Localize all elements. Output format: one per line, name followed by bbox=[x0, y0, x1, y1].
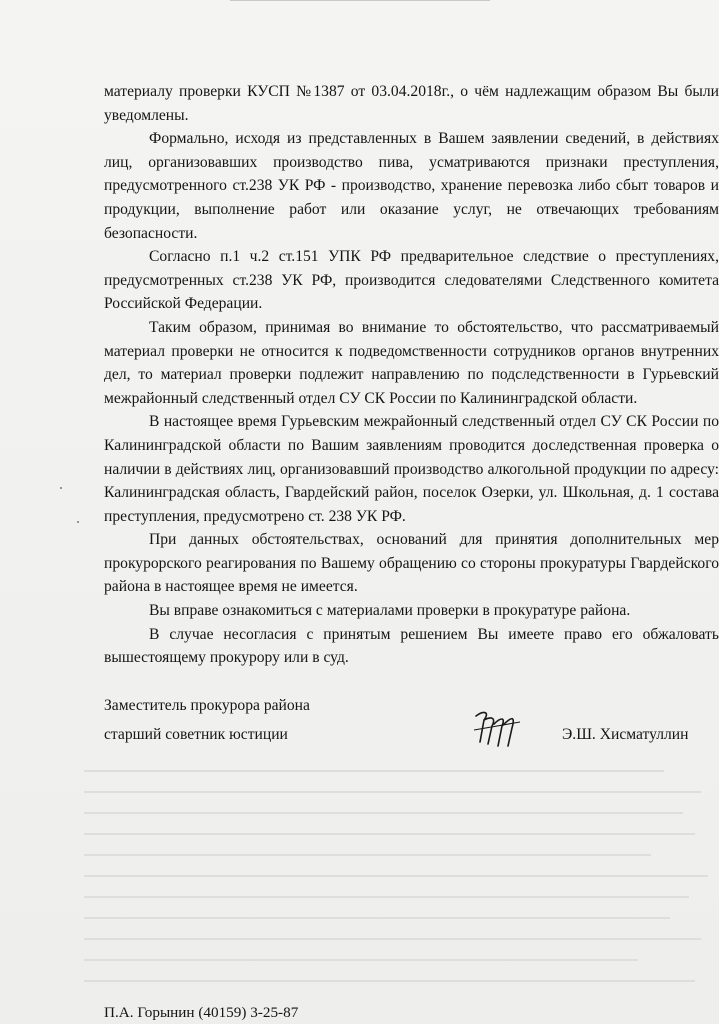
signatory-rank: старший советник юстиции bbox=[104, 726, 288, 743]
paragraph-thus: Таким образом, принимая во внимание то обстоятельство, что рассматриваемый материал проверки не относится к подведомственности сотрудников органов внутренних дел, то материал проверки подлежит направлению по подследственности в Гурьевский межрайонный следственный отдел СУ СК России по Калининградской области. bbox=[104, 318, 719, 407]
signatory-name: Э.Ш. Хисматуллин bbox=[562, 726, 689, 743]
scan-speck bbox=[77, 521, 79, 523]
paragraph-according: Согласно п.1 ч.2 ст.151 УПК РФ предварительное следствие о преступлениях, предусмотренных ст.238 УК РФ, производится следователями Следственного комитета Российской Федерации. bbox=[104, 248, 719, 313]
signatory-position: Заместитель прокурора района bbox=[104, 697, 310, 714]
letter-body bbox=[104, 80, 719, 670]
paragraph-currently: В настоящее время Гурьевским межрайонный следственный отдел СУ СК России по Калининградской области по Вашим заявлениям проводится доследственная проверка о наличии в действиях лиц, организовавший производство алкогольной продукции по адресу: Калининградская область, Гвардейский район, поселок Озерки, ул. Школьная, д. 1 состава преступления, предусмотрено ст. 238 УК РФ. bbox=[104, 413, 719, 525]
paragraph-circumstances: При данных обстоятельствах, оснований для принятия дополнительных мер прокурорского реагирования по Вашему обращению со стороны прокуратуры Гвардейского района в настоящее время не имеется. bbox=[104, 531, 719, 596]
paragraph-formally: Формально, исходя из представленных в Вашем заявлении сведений, в действиях лиц, организовавших производство пива, усматриваются признаки преступления, предусмотренного ст.238 УК РФ - производство, хранение перевозка либо сбыт товаров и продукции, выполнение работ или оказание услуг, не отвечающих требованиям безопасности. bbox=[104, 130, 719, 242]
paragraph-continuation: материалу проверки КУСП №1387 от 03.04.2018г., о чём надлежащим образом Вы были уведомлены. bbox=[104, 83, 719, 124]
executor-contact: П.А. Горынин (40159) 3-25-87 bbox=[104, 1004, 299, 1021]
scan-speck bbox=[60, 487, 62, 489]
handwritten-signature bbox=[470, 706, 530, 748]
paragraph-appeal: В случае несогласия с принятым решением Вы имеете право его обжаловать вышестоящему прокурору или в суд. bbox=[104, 625, 719, 667]
bleed-through-texture bbox=[84, 770, 714, 1010]
paragraph-right-to-review: Вы вправе ознакомиться с материалами проверки в прокуратуре района. bbox=[149, 602, 631, 620]
top-edge-mark bbox=[230, 0, 490, 5]
